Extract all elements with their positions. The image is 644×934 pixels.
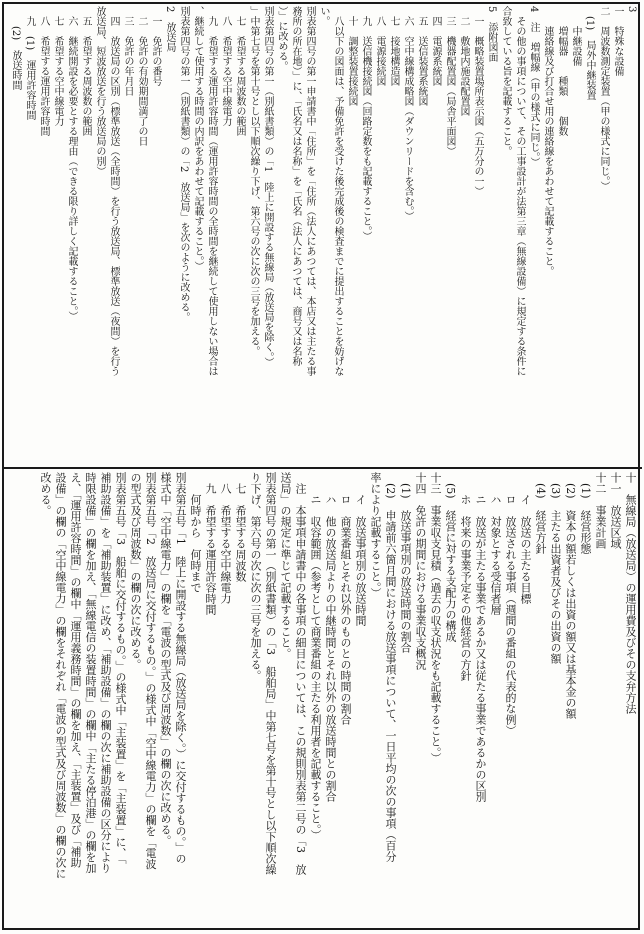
- text-column: 三 機器配置図（局舎平面図）: [444, 6, 455, 156]
- text-line: [344, 6, 358, 106]
- text-line: [128, 472, 158, 870]
- text-line: [470, 6, 484, 196]
- text-column: 、継続して使用する時間の内訳をあわせて記載すること。）: [192, 6, 203, 271]
- text-line: [218, 472, 233, 604]
- text-line: [503, 472, 518, 736]
- lower-section: [6, 472, 638, 927]
- text-line: [246, 6, 274, 367]
- text-line: [316, 6, 344, 376]
- text-line: [386, 6, 400, 86]
- text-line: [232, 6, 246, 136]
- text-line: [568, 6, 582, 66]
- text-line: [50, 6, 64, 126]
- text-line: [358, 6, 372, 241]
- text-line: [162, 6, 176, 52]
- text-line: [428, 6, 442, 86]
- text-column: 務所の所在地）」に、「氏名又は名称」を「氏名（法人にあつては、商号又は名称: [290, 6, 301, 366]
- text-line: [554, 6, 568, 136]
- text-line: [623, 472, 638, 714]
- text-line: [308, 472, 323, 841]
- text-column: イ 放送の主たる目標: [519, 472, 532, 604]
- text-column: 九 (1) 運用許容時間: [24, 6, 35, 121]
- text-line: [400, 6, 414, 221]
- text-line: [518, 472, 533, 604]
- upper-text-columns: [6, 6, 638, 464]
- text-line: [176, 6, 190, 322]
- text-line: [158, 472, 188, 864]
- text-column: 設備」の欄の「空中線電力」の欄をそれぞれ「電波の型式及び周波数」の欄の次に: [54, 472, 67, 879]
- text-column: 八 希望する運用許容時間: [38, 6, 49, 136]
- text-column: 十三 事業収支見積（過去の収支状況をも記載すること。）: [429, 472, 442, 764]
- text-column: 九 希望する運用許容時間: [204, 472, 217, 615]
- text-line: [488, 472, 503, 615]
- text-line: [610, 6, 624, 76]
- text-line: [203, 472, 218, 615]
- text-column: (1) 経営形態: [579, 472, 592, 554]
- text-line: [548, 472, 563, 664]
- text-column: 六 空中線構成略図（ダウンリードを含む。）: [402, 6, 413, 221]
- text-line: [22, 6, 36, 120]
- text-column: 十一 放送区域: [609, 472, 622, 549]
- text-line: [624, 6, 638, 12]
- text-column: 九 希望する運用許容時間（運用許容時間の全時間を継続して使用しない場合は: [206, 6, 217, 376]
- text-column: 別表第四号の第一申請書中「住所」を「住所（法人にあつては、本店又は主たる事: [304, 6, 315, 376]
- text-column: 注 本事項申請書中の各事項の細目については、この規則別表第二号の「3 放: [294, 472, 307, 875]
- text-line: [323, 472, 338, 802]
- text-column: 別表第五号「1 陸上に開設する無線局（放送局を除く。）に交付するもの。」の: [174, 472, 187, 864]
- text-line: [442, 6, 456, 156]
- text-column: ）」に改める。: [276, 6, 287, 71]
- text-column: 率により記載すること。）: [369, 472, 382, 599]
- text-column: 五 希望する周波数の範囲: [80, 6, 91, 136]
- text-line: [456, 6, 470, 116]
- text-column: 連絡線及び打合せ用の連絡線をあわせて記載すること。: [542, 6, 553, 276]
- text-column: 八以下の図面は、予備免許を受けた後完成後の検査までに提出することを妨げな: [332, 6, 343, 376]
- text-line: [368, 472, 398, 862]
- text-column: 」中第七号を第十号とし以下順次繰り下げ、第六号の次に次の三号を加える。: [248, 6, 259, 356]
- text-column: 二 免許の有効期間満了の日: [136, 6, 147, 146]
- text-column: 七 希望する周波数: [234, 472, 247, 582]
- text-column: 別表第五号「2 放送局に交付するもの。」の様式中「空中線電力」の欄を「電波: [144, 472, 157, 870]
- text-column: 七 接地構造図: [388, 6, 399, 86]
- text-column: 二 敷地内施設配置図: [458, 6, 469, 116]
- text-column: 放送局、短波放送を行う放送局の別）: [94, 6, 105, 176]
- text-line: [484, 6, 498, 62]
- text-line: [64, 6, 78, 321]
- text-line: [473, 472, 488, 802]
- text-line: [608, 472, 623, 549]
- text-column: り下げ、第六号の次に次の三号を加える。: [249, 472, 262, 681]
- text-line: [498, 6, 526, 376]
- text-column: 二 周波数測定装置（甲の様式に同じ。）: [598, 6, 609, 191]
- text-column: 一 免許の番号: [150, 6, 161, 86]
- text-line: [233, 472, 248, 582]
- text-line: [38, 472, 128, 879]
- text-line: [218, 6, 232, 126]
- text-column: (4) 経営方針: [534, 472, 547, 554]
- text-column: 十二 事業計画: [594, 472, 607, 549]
- text-column: 補助設備」を「補助装置」に改め、「補助設備」の欄の次に補助設備の区分により: [99, 472, 112, 874]
- text-column: その他の事項について、その工事設計が法第三章（無線設備）に規定する条件に: [514, 6, 525, 376]
- text-column: 十 無線局（放送局）の運用費及びその支弁方法: [624, 472, 637, 714]
- text-column: 四 放送局の区別（標準放送（全時間）を行う放送局、標準放送（夜間）を行う: [108, 6, 119, 376]
- text-column: 改める。: [39, 472, 52, 516]
- text-column: (1) 放送事項別の放送時間の割合: [399, 472, 412, 653]
- text-column: (3) 主たる出資者及びその出資の額: [549, 472, 562, 664]
- text-line: [533, 472, 548, 554]
- text-line: [134, 6, 148, 146]
- text-line: [120, 6, 134, 96]
- text-line: [338, 472, 353, 725]
- text-line: [398, 472, 413, 653]
- text-column: ニ 収容範囲（参考として商業番組の主たる利用者を記載すること。）: [309, 472, 322, 841]
- text-column: 八 希望する空中線電力: [219, 472, 232, 604]
- text-column: 合致している旨を記載すること。: [500, 6, 511, 156]
- text-line: [274, 6, 316, 376]
- text-column: 別表第四号の第一（別紙書類）の「2 放送局」を次のように改める。: [178, 6, 189, 323]
- text-column: 別表第四号の第一（別紙書類）の「3 船舶局」中第七号を第十号とし以下順次繰: [264, 472, 277, 875]
- text-column: 七 希望する周波数の範囲: [234, 6, 245, 136]
- text-column: 送局」の規定に準じて記載すること。: [279, 472, 292, 659]
- text-column: 八 希望する空中線電力: [220, 6, 231, 126]
- text-column: (2) 申請前六箇月間における放送事項について、一日平均の次の事項（百分: [384, 472, 397, 862]
- text-column: 一 概略装置場所表示図（五万分の一）: [472, 6, 483, 196]
- text-line: [78, 6, 92, 136]
- text-column: ホ 将来の事業予定その他経営の方針: [459, 472, 472, 681]
- text-line: [36, 6, 50, 136]
- text-line: [428, 472, 443, 764]
- text-column: 別表第五号「3 船舶に交付するもの。」の様式中「主装置」を「主装置」に、「: [114, 472, 127, 864]
- text-column: 別表第四号の第一（別紙書類）の「1 陸上に開設する無線局（放送局を除く。）: [262, 6, 273, 368]
- text-column: 4 注 増幅線（甲の様式に同じ。）: [528, 6, 539, 168]
- text-line: [190, 6, 218, 376]
- upper-section: [6, 6, 638, 464]
- text-line: [443, 472, 458, 642]
- text-column: 5 添附図面: [486, 6, 497, 63]
- text-column: 七 希望する空中線電力: [52, 6, 63, 126]
- text-column: ハ 対象とする受信者層: [489, 472, 502, 615]
- text-column: 十 調整装置接続図: [346, 6, 357, 106]
- text-column: (5) 経営に対する支配力の構成: [444, 472, 457, 642]
- text-column: イ 放送事項別の放送時間: [354, 472, 367, 626]
- text-column: の型式及び周波数」の欄の次に改める。: [129, 472, 142, 670]
- text-line: [413, 472, 428, 670]
- text-column: え、「運用許容時間」の欄中「運用義務時間」の欄を加え、「主装置」及び「補助: [69, 472, 82, 868]
- text-line: [353, 472, 368, 626]
- text-column: 様式中「空中線電力」の欄を「電波の型式及び周波数」の欄の次に改める。: [159, 472, 172, 846]
- text-column: 八 電源接続図: [374, 6, 385, 86]
- text-column: 四 電源系統図: [430, 6, 441, 86]
- section-divider: [2, 467, 642, 469]
- text-column: ロ 放送される事項（週間の番組の代表的な例）: [504, 472, 517, 736]
- text-line: [278, 472, 308, 875]
- text-column: ハ 他の放送局よりの中継時間とそれ以外の放送時間との割合: [324, 472, 337, 802]
- text-column: 六 継続開設を必要とする理由（できる限り詳しく記載すること。）: [66, 6, 77, 321]
- text-line: [458, 472, 473, 681]
- text-column: (2) 資本の額若しくは出資の額又は基本金の額: [564, 472, 577, 719]
- text-line: [582, 6, 596, 100]
- text-column: 何時から 何時まで: [189, 472, 202, 593]
- text-line: [593, 472, 608, 549]
- text-column: い。: [318, 6, 329, 26]
- text-column: 3: [626, 6, 637, 13]
- text-line: [414, 6, 428, 106]
- text-line: [188, 472, 203, 593]
- text-column: 三 免許の年月日: [122, 6, 133, 96]
- text-column: 中継設備: [570, 6, 581, 66]
- text-column: 十四 免許の期間における事業収支概況: [414, 472, 427, 670]
- lower-text-columns: [6, 472, 638, 927]
- text-line: [8, 6, 22, 90]
- text-column: ロ 商業番組とそれ以外のものとの時間の割合: [339, 472, 352, 725]
- text-column: (2) 放送時間: [10, 6, 21, 91]
- text-line: [148, 6, 162, 86]
- text-line: [578, 472, 593, 554]
- text-column: 五 送信装置系統図: [416, 6, 427, 106]
- text-line: [563, 472, 578, 719]
- text-column: 九 送信機接続図（回路定数をも記載すること。）: [360, 6, 371, 241]
- text-line: [92, 6, 120, 376]
- text-column: 2 放送局: [164, 6, 175, 53]
- text-line: [596, 6, 610, 191]
- text-line: [540, 6, 554, 276]
- text-column: 時限設備」の欄を加え、「無線電信の装置時間」の欄中「主たる停泊港」の欄を加: [84, 472, 97, 874]
- text-line: [248, 472, 278, 875]
- text-line: [526, 6, 540, 167]
- text-column: ニ 放送が主たる事業であるか又は従たる事業であるかの区別: [474, 472, 487, 802]
- text-column: (1) 局外中継装置: [584, 6, 595, 101]
- text-column: 増幅器 種類 個数: [556, 6, 567, 136]
- text-line: [372, 6, 386, 86]
- text-column: 一 特殊な設備: [612, 6, 623, 76]
